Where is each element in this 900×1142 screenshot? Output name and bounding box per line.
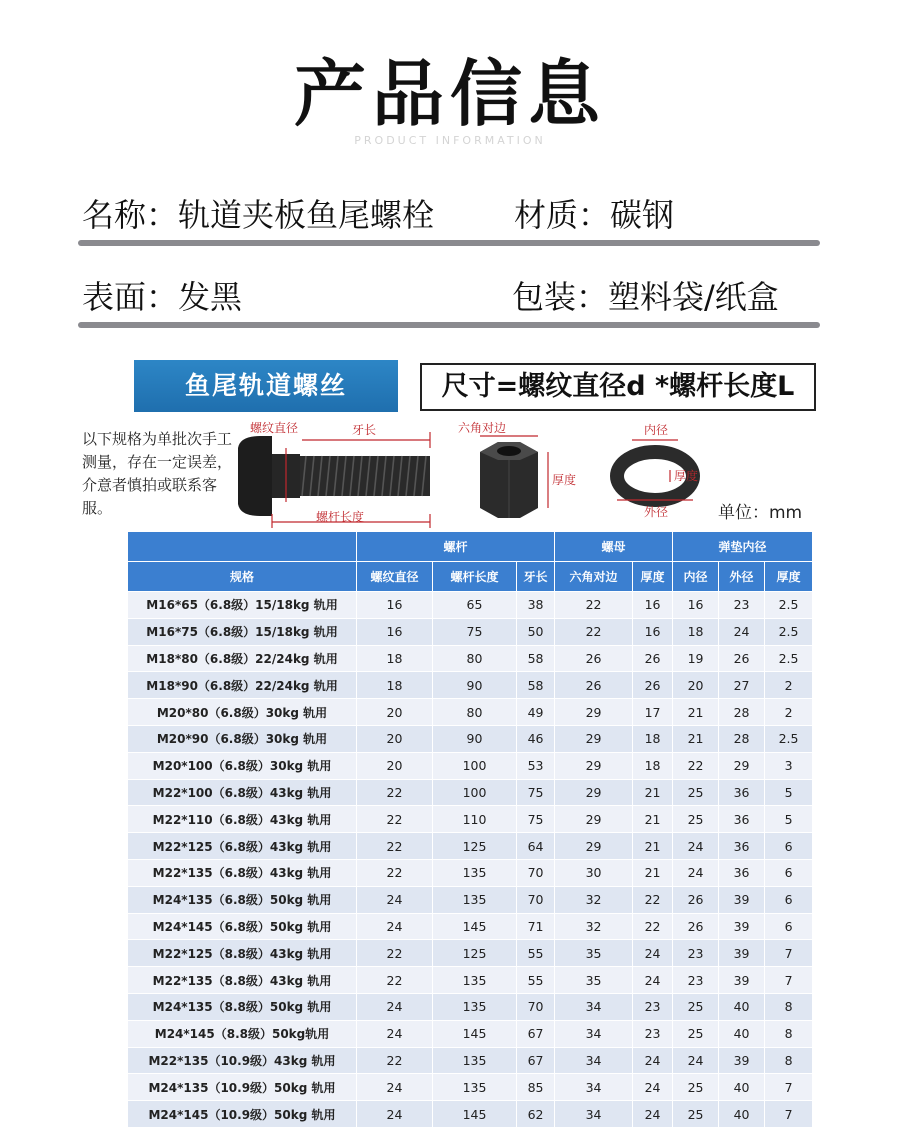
value-cell: 26 bbox=[555, 645, 633, 672]
value-cell: 25 bbox=[673, 1074, 719, 1101]
value-cell: 75 bbox=[517, 806, 555, 833]
table-row bbox=[128, 993, 813, 1020]
value-cell: 39 bbox=[719, 913, 765, 940]
value-cell: 21 bbox=[633, 833, 673, 860]
spec-cell: M20*100（6.8级）30kg 轨用 bbox=[128, 752, 357, 779]
value-cell: 18 bbox=[673, 618, 719, 645]
value-cell: 125 bbox=[433, 940, 517, 967]
col-nut-thickness: 厚度 bbox=[633, 562, 673, 592]
inner-diameter-label: 内径 bbox=[644, 423, 669, 437]
table-row bbox=[128, 592, 813, 619]
value-cell: 65 bbox=[433, 592, 517, 619]
value-cell: 25 bbox=[673, 993, 719, 1020]
table-row bbox=[128, 833, 813, 860]
value-cell: 23 bbox=[719, 592, 765, 619]
value-cell: 40 bbox=[719, 1101, 765, 1128]
value-cell: 18 bbox=[633, 725, 673, 752]
value-cell: 80 bbox=[433, 699, 517, 726]
value-cell: 6 bbox=[765, 859, 813, 886]
value-cell: 20 bbox=[357, 725, 433, 752]
value-cell: 80 bbox=[433, 645, 517, 672]
value-cell: 71 bbox=[517, 913, 555, 940]
spec-cell: M22*100（6.8级）43kg 轨用 bbox=[128, 779, 357, 806]
col-thread-length: 牙长 bbox=[517, 562, 555, 592]
spec-cell: M16*75（6.8级）15/18kg 轨用 bbox=[128, 618, 357, 645]
divider-2 bbox=[78, 322, 820, 328]
bolt-icon bbox=[238, 436, 430, 516]
value-cell: 125 bbox=[433, 833, 517, 860]
value-cell: 24 bbox=[357, 1074, 433, 1101]
table-column-header bbox=[128, 562, 813, 592]
spec-cell: M20*90（6.8级）30kg 轨用 bbox=[128, 725, 357, 752]
value-cell: 22 bbox=[673, 752, 719, 779]
value-cell: 21 bbox=[673, 725, 719, 752]
value-cell: 22 bbox=[555, 592, 633, 619]
value-cell: 29 bbox=[555, 779, 633, 806]
value-cell: 30 bbox=[555, 859, 633, 886]
value-cell: 34 bbox=[555, 1101, 633, 1128]
value-cell: 62 bbox=[517, 1101, 555, 1128]
table-row bbox=[128, 913, 813, 940]
value-cell: 26 bbox=[673, 886, 719, 913]
value-cell: 6 bbox=[765, 913, 813, 940]
group-washer: 弹垫内径 bbox=[673, 532, 813, 562]
value-cell: 27 bbox=[719, 672, 765, 699]
info-row-2 bbox=[78, 262, 820, 322]
value-cell: 90 bbox=[433, 725, 517, 752]
spec-cell: M22*125（8.8级）43kg 轨用 bbox=[128, 940, 357, 967]
table-row bbox=[128, 1101, 813, 1128]
value-cell: 135 bbox=[433, 1047, 517, 1074]
spec-cell: M24*145（8.8级）50kg轨用 bbox=[128, 1020, 357, 1047]
value-cell: 26 bbox=[633, 672, 673, 699]
spec-cell: M24*135（10.9级）50kg 轨用 bbox=[128, 1074, 357, 1101]
value-cell: 29 bbox=[555, 725, 633, 752]
value-cell: 21 bbox=[633, 859, 673, 886]
value-cell: 49 bbox=[517, 699, 555, 726]
value-cell: 7 bbox=[765, 967, 813, 994]
value-cell: 67 bbox=[517, 1047, 555, 1074]
value-cell: 36 bbox=[719, 859, 765, 886]
value-cell: 28 bbox=[719, 699, 765, 726]
value-cell: 2 bbox=[765, 672, 813, 699]
value-cell: 85 bbox=[517, 1074, 555, 1101]
value-cell: 24 bbox=[357, 913, 433, 940]
bolt-diagram bbox=[230, 418, 720, 530]
value-cell: 50 bbox=[517, 618, 555, 645]
value-cell: 25 bbox=[673, 779, 719, 806]
value-cell: 24 bbox=[673, 833, 719, 860]
nut-thickness-label: 厚度 bbox=[552, 473, 577, 487]
value-cell: 135 bbox=[433, 859, 517, 886]
table-row bbox=[128, 699, 813, 726]
value-cell: 100 bbox=[433, 779, 517, 806]
value-cell: 20 bbox=[357, 699, 433, 726]
value-cell: 135 bbox=[433, 886, 517, 913]
value-cell: 110 bbox=[433, 806, 517, 833]
spec-cell: M18*80（6.8级）22/24kg 轨用 bbox=[128, 645, 357, 672]
value-cell: 34 bbox=[555, 1047, 633, 1074]
value-cell: 34 bbox=[555, 993, 633, 1020]
outer-diameter-label: 外径 bbox=[644, 505, 669, 519]
value-cell: 29 bbox=[555, 806, 633, 833]
value-cell: 39 bbox=[719, 1047, 765, 1074]
value-cell: 39 bbox=[719, 886, 765, 913]
value-cell: 135 bbox=[433, 993, 517, 1020]
value-cell: 3 bbox=[765, 752, 813, 779]
value-cell: 21 bbox=[633, 806, 673, 833]
value-cell: 5 bbox=[765, 779, 813, 806]
value-cell: 23 bbox=[633, 1020, 673, 1047]
spec-cell: M24*145（10.9级）50kg 轨用 bbox=[128, 1101, 357, 1128]
col-shank-length: 螺杆长度 bbox=[433, 562, 517, 592]
value-cell: 40 bbox=[719, 1074, 765, 1101]
table-row bbox=[128, 886, 813, 913]
value-cell: 36 bbox=[719, 833, 765, 860]
col-outer-diameter: 外径 bbox=[719, 562, 765, 592]
value-cell: 36 bbox=[719, 806, 765, 833]
value-cell: 64 bbox=[517, 833, 555, 860]
value-cell: 55 bbox=[517, 967, 555, 994]
value-cell: 16 bbox=[357, 592, 433, 619]
value-cell: 22 bbox=[357, 1047, 433, 1074]
value-cell: 29 bbox=[555, 752, 633, 779]
value-cell: 22 bbox=[357, 779, 433, 806]
value-cell: 7 bbox=[765, 1074, 813, 1101]
value-cell: 23 bbox=[673, 967, 719, 994]
value-cell: 26 bbox=[719, 645, 765, 672]
value-cell: 17 bbox=[633, 699, 673, 726]
spec-cell: M22*110（6.8级）43kg 轨用 bbox=[128, 806, 357, 833]
value-cell: 29 bbox=[555, 833, 633, 860]
value-cell: 32 bbox=[555, 886, 633, 913]
value-cell: 90 bbox=[433, 672, 517, 699]
value-cell: 22 bbox=[357, 806, 433, 833]
spec-cell: M22*135（8.8级）43kg 轨用 bbox=[128, 967, 357, 994]
value-cell: 24 bbox=[719, 618, 765, 645]
value-cell: 20 bbox=[673, 672, 719, 699]
value-cell: 39 bbox=[719, 967, 765, 994]
table-row bbox=[128, 779, 813, 806]
table-row bbox=[128, 1020, 813, 1047]
page-title: 产品信息 bbox=[293, 52, 606, 136]
table-row bbox=[128, 967, 813, 994]
group-nut: 螺母 bbox=[555, 532, 673, 562]
value-cell: 23 bbox=[633, 993, 673, 1020]
value-cell: 39 bbox=[719, 940, 765, 967]
value-cell: 29 bbox=[719, 752, 765, 779]
value-cell: 24 bbox=[357, 1020, 433, 1047]
col-hex-across: 六角对边 bbox=[555, 562, 633, 592]
value-cell: 26 bbox=[555, 672, 633, 699]
table-row bbox=[128, 1074, 813, 1101]
value-cell: 70 bbox=[517, 859, 555, 886]
value-cell: 35 bbox=[555, 967, 633, 994]
value-cell: 70 bbox=[517, 993, 555, 1020]
value-cell: 7 bbox=[765, 1101, 813, 1128]
spec-cell: M22*135（6.8级）43kg 轨用 bbox=[128, 859, 357, 886]
product-banner: 鱼尾轨道螺丝 bbox=[134, 360, 398, 412]
thread-length-label: 牙长 bbox=[352, 423, 377, 437]
value-cell: 24 bbox=[673, 859, 719, 886]
spec-table-body bbox=[128, 592, 813, 1128]
value-cell: 35 bbox=[555, 940, 633, 967]
spec-cell: M16*65（6.8级）15/18kg 轨用 bbox=[128, 592, 357, 619]
value-cell: 2 bbox=[765, 699, 813, 726]
value-cell: 2.5 bbox=[765, 618, 813, 645]
value-cell: 18 bbox=[357, 672, 433, 699]
value-cell: 24 bbox=[633, 1101, 673, 1128]
value-cell: 29 bbox=[555, 699, 633, 726]
value-cell: 70 bbox=[517, 886, 555, 913]
value-cell: 2.5 bbox=[765, 645, 813, 672]
value-cell: 24 bbox=[357, 1101, 433, 1128]
value-cell: 25 bbox=[673, 806, 719, 833]
spec-cell: M18*90（6.8级）22/24kg 轨用 bbox=[128, 672, 357, 699]
value-cell: 22 bbox=[633, 886, 673, 913]
value-cell: 8 bbox=[765, 993, 813, 1020]
value-cell: 20 bbox=[357, 752, 433, 779]
value-cell: 22 bbox=[633, 913, 673, 940]
hex-nut-icon bbox=[480, 442, 538, 518]
value-cell: 100 bbox=[433, 752, 517, 779]
value-cell: 145 bbox=[433, 913, 517, 940]
value-cell: 36 bbox=[719, 779, 765, 806]
thread-diameter-label: 螺纹直径 bbox=[250, 421, 299, 435]
table-row bbox=[128, 940, 813, 967]
table-row bbox=[128, 859, 813, 886]
spec-cell: M20*80（6.8级）30kg 轨用 bbox=[128, 699, 357, 726]
value-cell: 24 bbox=[673, 1047, 719, 1074]
table-row bbox=[128, 725, 813, 752]
value-cell: 24 bbox=[357, 993, 433, 1020]
info-row-1 bbox=[78, 180, 820, 240]
value-cell: 18 bbox=[633, 752, 673, 779]
value-cell: 19 bbox=[673, 645, 719, 672]
washer-thickness-label: 厚度 bbox=[674, 469, 699, 483]
product-packaging: 包装：塑料袋/纸盒 bbox=[512, 278, 779, 316]
value-cell: 7 bbox=[765, 940, 813, 967]
spec-cell: M24*145（6.8级）50kg 轨用 bbox=[128, 913, 357, 940]
value-cell: 46 bbox=[517, 725, 555, 752]
value-cell: 8 bbox=[765, 1047, 813, 1074]
spec-cell: M24*135（6.8级）50kg 轨用 bbox=[128, 886, 357, 913]
table-row bbox=[128, 806, 813, 833]
value-cell: 22 bbox=[357, 833, 433, 860]
value-cell: 26 bbox=[673, 913, 719, 940]
value-cell: 23 bbox=[673, 940, 719, 967]
value-cell: 24 bbox=[633, 940, 673, 967]
value-cell: 22 bbox=[357, 940, 433, 967]
table-row bbox=[128, 672, 813, 699]
table-row bbox=[128, 1047, 813, 1074]
spec-cell: M22*125（6.8级）43kg 轨用 bbox=[128, 833, 357, 860]
product-surface: 表面：发黑 bbox=[82, 278, 243, 316]
value-cell: 22 bbox=[555, 618, 633, 645]
col-spec: 规格 bbox=[128, 562, 357, 592]
col-inner-diameter: 内径 bbox=[673, 562, 719, 592]
value-cell: 135 bbox=[433, 967, 517, 994]
value-cell: 5 bbox=[765, 806, 813, 833]
value-cell: 16 bbox=[633, 618, 673, 645]
value-cell: 8 bbox=[765, 1020, 813, 1047]
measurement-note: 以下规格为单批次手工测量，存在一定误差，介意者慎拍或联系客服。 bbox=[82, 430, 233, 517]
hex-across-label: 六角对边 bbox=[458, 421, 507, 435]
value-cell: 24 bbox=[357, 886, 433, 913]
product-name: 名称：轨道夹板鱼尾螺栓 bbox=[82, 196, 435, 234]
value-cell: 21 bbox=[633, 779, 673, 806]
group-blank bbox=[128, 532, 357, 562]
value-cell: 24 bbox=[633, 967, 673, 994]
value-cell: 75 bbox=[433, 618, 517, 645]
value-cell: 145 bbox=[433, 1101, 517, 1128]
table-row bbox=[128, 752, 813, 779]
value-cell: 75 bbox=[517, 779, 555, 806]
value-cell: 6 bbox=[765, 833, 813, 860]
value-cell: 16 bbox=[673, 592, 719, 619]
value-cell: 18 bbox=[357, 645, 433, 672]
unit-label: 单位：mm bbox=[718, 503, 803, 523]
table-row bbox=[128, 618, 813, 645]
value-cell: 32 bbox=[555, 913, 633, 940]
value-cell: 21 bbox=[673, 699, 719, 726]
value-cell: 25 bbox=[673, 1020, 719, 1047]
value-cell: 38 bbox=[517, 592, 555, 619]
value-cell: 25 bbox=[673, 1101, 719, 1128]
value-cell: 145 bbox=[433, 1020, 517, 1047]
shank-length-label: 螺杆长度 bbox=[316, 510, 365, 524]
value-cell: 58 bbox=[517, 672, 555, 699]
spec-cell: M24*135（8.8级）50kg 轨用 bbox=[128, 993, 357, 1020]
value-cell: 55 bbox=[517, 940, 555, 967]
value-cell: 16 bbox=[357, 618, 433, 645]
value-cell: 26 bbox=[633, 645, 673, 672]
product-material: 材质：碳钢 bbox=[514, 196, 675, 234]
value-cell: 40 bbox=[719, 993, 765, 1020]
value-cell: 22 bbox=[357, 967, 433, 994]
value-cell: 34 bbox=[555, 1020, 633, 1047]
spec-table bbox=[127, 531, 813, 1128]
value-cell: 22 bbox=[357, 859, 433, 886]
table-group-header bbox=[128, 532, 813, 562]
value-cell: 40 bbox=[719, 1020, 765, 1047]
value-cell: 16 bbox=[633, 592, 673, 619]
group-shank: 螺杆 bbox=[357, 532, 555, 562]
value-cell: 135 bbox=[433, 1074, 517, 1101]
value-cell: 24 bbox=[633, 1047, 673, 1074]
value-cell: 34 bbox=[555, 1074, 633, 1101]
value-cell: 2.5 bbox=[765, 725, 813, 752]
value-cell: 53 bbox=[517, 752, 555, 779]
table-row bbox=[128, 645, 813, 672]
value-cell: 6 bbox=[765, 886, 813, 913]
spec-cell: M22*135（10.9级）43kg 轨用 bbox=[128, 1047, 357, 1074]
col-washer-thickness: 厚度 bbox=[765, 562, 813, 592]
page-subtitle: PRODUCT INFORMATION bbox=[354, 134, 546, 147]
size-formula: 尺寸=螺纹直径d *螺杆长度L bbox=[420, 363, 816, 411]
value-cell: 67 bbox=[517, 1020, 555, 1047]
value-cell: 2.5 bbox=[765, 592, 813, 619]
value-cell: 58 bbox=[517, 645, 555, 672]
value-cell: 24 bbox=[633, 1074, 673, 1101]
divider-1 bbox=[78, 240, 820, 246]
col-thread-diameter: 螺纹直径 bbox=[357, 562, 433, 592]
value-cell: 28 bbox=[719, 725, 765, 752]
